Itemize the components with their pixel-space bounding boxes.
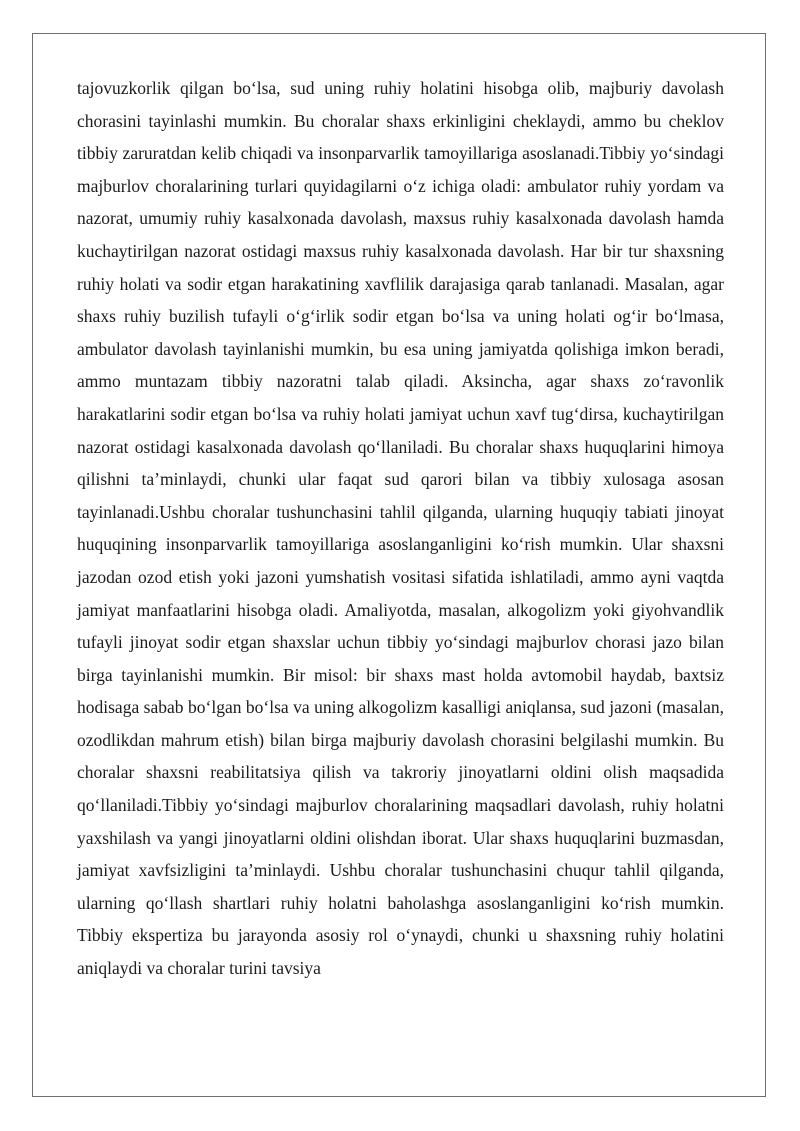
body-paragraph: tajovuzkorlik qilgan bo‘lsa, sud uning ruhiy holatini hisobga olib, majburiy davolash chorasini tayinlashi mumkin. Bu choralar shaxs erkinligini cheklaydi, ammo bu cheklov tibbiy zaruratdan kelib chiqadi va insonparvarlik tamoyillariga asoslanadi.Tibbiy yo‘sindagi majburlov choralarining turlari quyidagilarni o‘z ichiga oladi: ambulator ruhiy yordam va nazorat, umumiy ruhiy kasalxonada davolash, maxsus ruhiy kasalxonada davolash hamda kuchaytirilgan nazorat ostidagi maxsus ruhiy kasalxonada davolash. Har bir tur shaxsning ruhiy holati va sodir etgan harakatining xavflilik darajasiga qarab tanlanadi. Masalan, agar shaxs ruhiy buzilish tufayli o‘g‘irlik sodir etgan bo‘lsa va uning holati og‘ir bo‘lmasa, ambulator davolash tayinlanishi mumkin, bu esa uning jamiyatda qolishiga imkon beradi, ammo muntazam tibbiy nazoratni talab qiladi. Aksincha, agar shaxs zo‘ravonlik harakatlarini sodir etgan bo‘lsa va ruhiy holati jamiyat uchun xavf tug‘dirsa, kuchaytirilgan nazorat ostidagi kasalxonada davolash qo‘llaniladi. Bu choralar shaxs huquqlarini himoya qilishni ta’minlaydi, chunki ular faqat sud qarori bilan va tibbiy xulosaga asosan tayinlanadi.Ushbu choralar tushunchasini tahlil qilganda, ularning huquqiy tabiati jinoyat huquqining insonparvarlik tamoyillariga asoslanganligini ko‘rish mumkin. Ular shaxsni jazodan ozod etish yoki jazoni yumshatish vositasi sifatida ishlatiladi, ammo ayni vaqtda jamiyat manfaatlarini hisobga oladi. Amaliyotda, masalan, alkogolizm yoki giyohvandlik tufayli jinoyat sodir etgan shaxslar uchun tibbiy yo‘sindagi majburlov chorasi jazo bilan birga tayinlanishi mumkin. Bir misol: bir shaxs mast holda avtomobil haydab, baxtsiz hodisaga sabab bo‘lgan bo‘lsa va uning alkogolizm kasalligi aniqlansa, sud jazoni (masalan, ozodlikdan mahrum etish) bilan birga majburiy davolash chorasini belgilashi mumkin. Bu choralar shaxsni reabilitatsiya qilish va takroriy jinoyatlarni oldini olish maqsadida qo‘llaniladi.Tibbiy yo‘sindagi majburlov choralarining maqsadlari davolash, ruhiy holatni yaxshilash va yangi jinoyatlarni oldini olishdan iborat. Ular shaxs huquqlarini buzmasdan, jamiyat xavfsizligini ta’minlaydi. Ushbu choralar tushunchasini chuqur tahlil qilganda, ularning qo‘llash shartlari ruhiy holatni baholashga asoslanganligini ko‘rish mumkin. Tibbiy ekspertiza bu jarayonda asosiy rol o‘ynaydi, chunki u shaxsning ruhiy holatini aniqlaydi va choralar turini tavsiya: [77, 78, 724, 979]
